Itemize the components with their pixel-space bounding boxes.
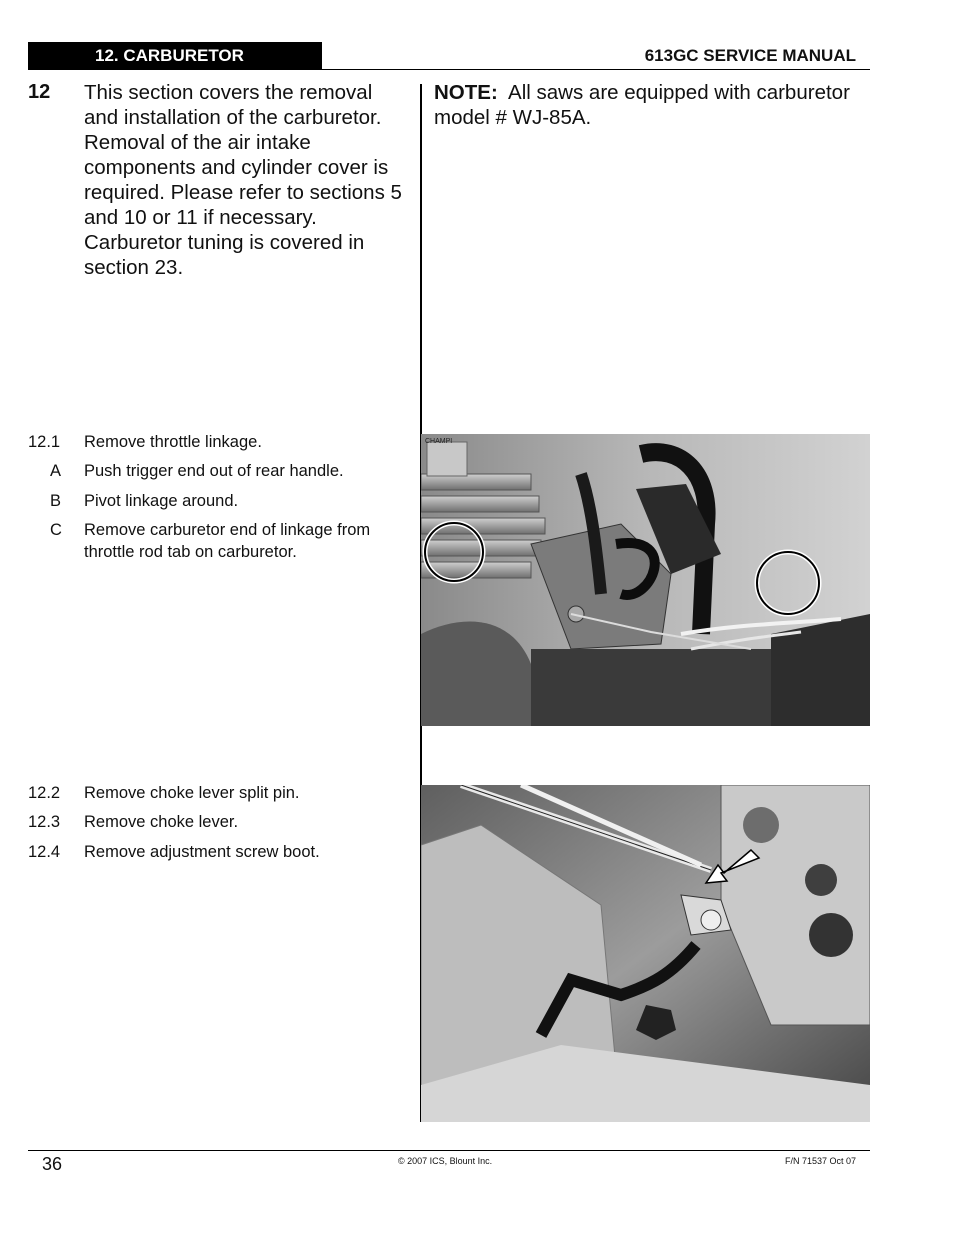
step-row <box>28 782 408 806</box>
manual-title: 613GC SERVICE MANUAL <box>644 46 856 65</box>
part-number: F/N 71537 Oct 07 <box>784 1156 856 1166</box>
step-text: Remove carburetor end of linkage from throttle rod tab on carburetor. <box>84 521 371 561</box>
footer-rule <box>28 1150 870 1151</box>
step-text: Remove adjustment screw boot. <box>84 843 320 861</box>
throttle-linkage-illustration <box>421 434 870 726</box>
header-rule <box>28 69 870 70</box>
step-number: 12.1 <box>28 433 61 451</box>
step-row <box>28 431 408 455</box>
page-number: 36 <box>42 1154 63 1174</box>
note-paragraph <box>434 80 854 130</box>
note-text: All saws are equipped with carburetor model # WJ-85A. <box>434 81 850 129</box>
choke-lever-illustration <box>421 785 870 1122</box>
intro-paragraph: This section covers the removal and installation of the carburetor. Removal of the air intake components and cylinder cover is required. Please refer to sections 5 and 10 or 11 if necessary. Carburetor tuning is covered in section 23. <box>84 81 402 279</box>
step-text: Push trigger end out of rear handle. <box>84 462 344 480</box>
step-text: Remove choke lever. <box>84 813 239 831</box>
copyright: © 2007 ICS, Blount Inc. <box>398 1156 493 1166</box>
step-text: Remove choke lever split pin. <box>84 784 300 802</box>
step-text: Remove throttle linkage. <box>84 433 262 451</box>
photo-choke-lever <box>421 785 870 1122</box>
spark-plug-label: CHAMPI <box>425 438 453 445</box>
carb-screw <box>568 606 584 622</box>
step-row <box>28 519 408 567</box>
photo-throttle-linkage <box>421 434 870 726</box>
note-label: NOTE: <box>434 81 498 104</box>
step-row <box>28 490 408 514</box>
step-number: 12.2 <box>28 784 61 802</box>
step-row <box>28 811 408 835</box>
step-number: 12.4 <box>28 843 61 861</box>
step-number: 12.3 <box>28 813 61 831</box>
section-title: 12. CARBURETOR <box>95 46 244 65</box>
step-row <box>28 460 408 484</box>
step-letter: A <box>50 462 62 480</box>
step-row <box>28 841 408 865</box>
section-number: 12 <box>28 81 51 103</box>
step-letter: C <box>50 521 62 539</box>
step-text: Pivot linkage around. <box>84 492 239 510</box>
step-letter: B <box>50 492 62 510</box>
